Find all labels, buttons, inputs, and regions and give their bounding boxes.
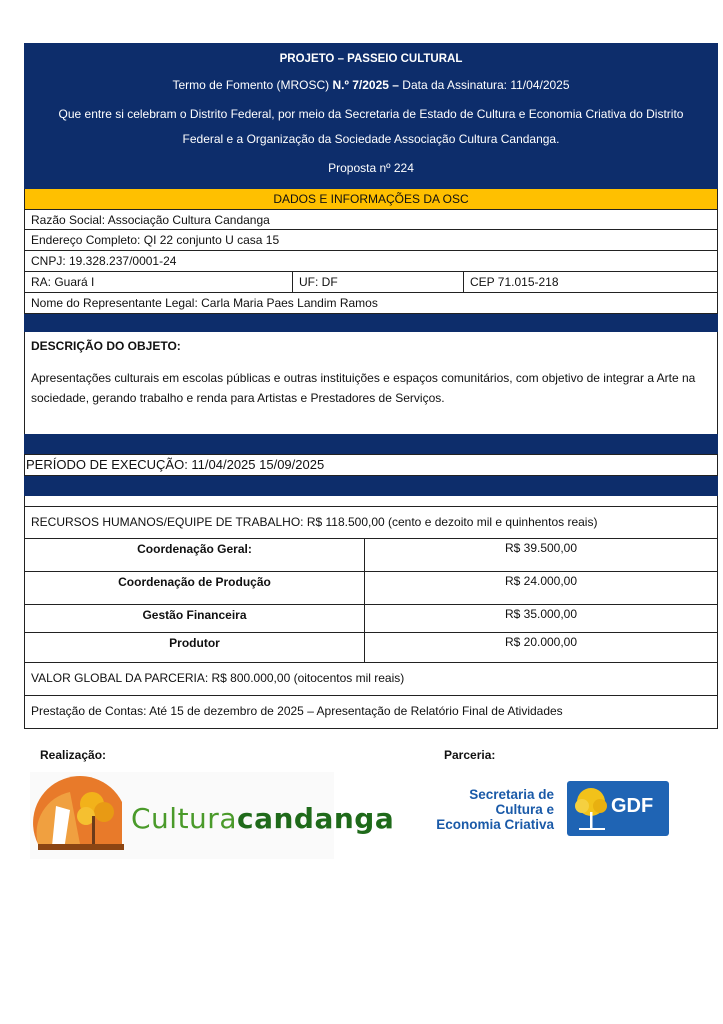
table-row bbox=[25, 572, 717, 605]
cnpj: CNPJ: 19.328.237/0001-24 bbox=[24, 251, 718, 272]
role-cell: Coordenação Geral: bbox=[25, 539, 365, 571]
objeto-text: Apresentações culturais em escolas públicas e outras instituições e espaços comunitários, com objetivo de integrar a Arte na sociedade, gerando trabalho e renda para Artistas e Prestadores de Serviços. bbox=[31, 371, 696, 405]
table-row bbox=[25, 539, 717, 572]
realizacao-label: Realização: bbox=[40, 748, 107, 762]
divider-bar bbox=[24, 314, 718, 332]
ra-uf-cep-row bbox=[24, 272, 718, 293]
periodo-execucao: PERÍODO DE EXECUÇÃO: 11/04/2025 15/09/2025 bbox=[24, 454, 718, 476]
razao-social: Razão Social: Associação Cultura Candanga bbox=[24, 209, 718, 230]
table-row bbox=[25, 605, 717, 633]
secretaria-logo-text: Secretaria de Cultura e Economia Criativa bbox=[436, 787, 554, 832]
spacer bbox=[24, 496, 718, 506]
gdf-logo bbox=[567, 781, 669, 836]
value-cell: R$ 24.000,00 bbox=[504, 574, 578, 588]
uf-cell: UF: DF bbox=[293, 272, 464, 292]
sun-tree-icon bbox=[30, 772, 130, 859]
divider-bar bbox=[24, 434, 718, 454]
prestacao-contas: Prestação de Contas: Até 15 de dezembro de 2025 – Apresentação de Relatório Final de Atividades bbox=[24, 696, 718, 729]
table-row bbox=[25, 633, 717, 663]
osc-section-title: DADOS E INFORMAÇÕES DA OSC bbox=[24, 189, 718, 209]
value-cell: R$ 39.500,00 bbox=[504, 541, 578, 555]
objeto-section bbox=[24, 332, 718, 434]
recursos-header: RECURSOS HUMANOS/EQUIPE DE TRABALHO: R$ 118.500,00 (cento e dezoito mil e quinhentos reais) bbox=[24, 506, 718, 539]
endereco: Endereço Completo: QI 22 conjunto U casa 15 bbox=[24, 230, 718, 251]
role-cell: Produtor bbox=[25, 633, 365, 662]
termo-line: Termo de Fomento (MROSC) N.º 7/2025 – Data da Assinatura: 11/04/2025 bbox=[172, 78, 570, 92]
divider-bar bbox=[24, 476, 718, 496]
ra-cell: RA: Guará I bbox=[25, 272, 293, 292]
header-block bbox=[24, 43, 718, 189]
cultura-candanga-logo bbox=[30, 772, 395, 859]
cc-wordmark: Culturacandanga bbox=[131, 802, 395, 835]
cep-cell: CEP 71.015-218 bbox=[470, 275, 559, 289]
valor-global: VALOR GLOBAL DA PARCERIA: R$ 800.000,00 (oitocentos mil reais) bbox=[24, 663, 718, 696]
representante: Nome do Representante Legal: Carla Maria Paes Landim Ramos bbox=[24, 293, 718, 314]
objeto-title: DESCRIÇÃO DO OBJETO: bbox=[31, 339, 181, 353]
role-cell: Coordenação de Produção bbox=[25, 572, 365, 604]
value-cell: R$ 35.000,00 bbox=[504, 607, 578, 621]
celebram-line: Que entre si celebram o Distrito Federal, por meio da Secretaria de Estado de Cultura e Economia Criativa do Distrito bbox=[58, 107, 684, 121]
ipe-tree-icon bbox=[571, 784, 611, 834]
organizacao-line: Federal e a Organização da Sociedade Associação Cultura Candanga. bbox=[182, 132, 560, 146]
role-cell: Gestão Financeira bbox=[25, 605, 365, 632]
recursos-table bbox=[24, 539, 718, 663]
parceria-label: Parceria: bbox=[444, 748, 496, 762]
project-title: PROJETO – PASSEIO CULTURAL bbox=[279, 53, 463, 65]
document bbox=[24, 43, 718, 729]
gdf-text: GDF bbox=[611, 795, 654, 817]
proposta-line: Proposta nº 224 bbox=[328, 161, 414, 175]
value-cell: R$ 20.000,00 bbox=[504, 635, 578, 649]
